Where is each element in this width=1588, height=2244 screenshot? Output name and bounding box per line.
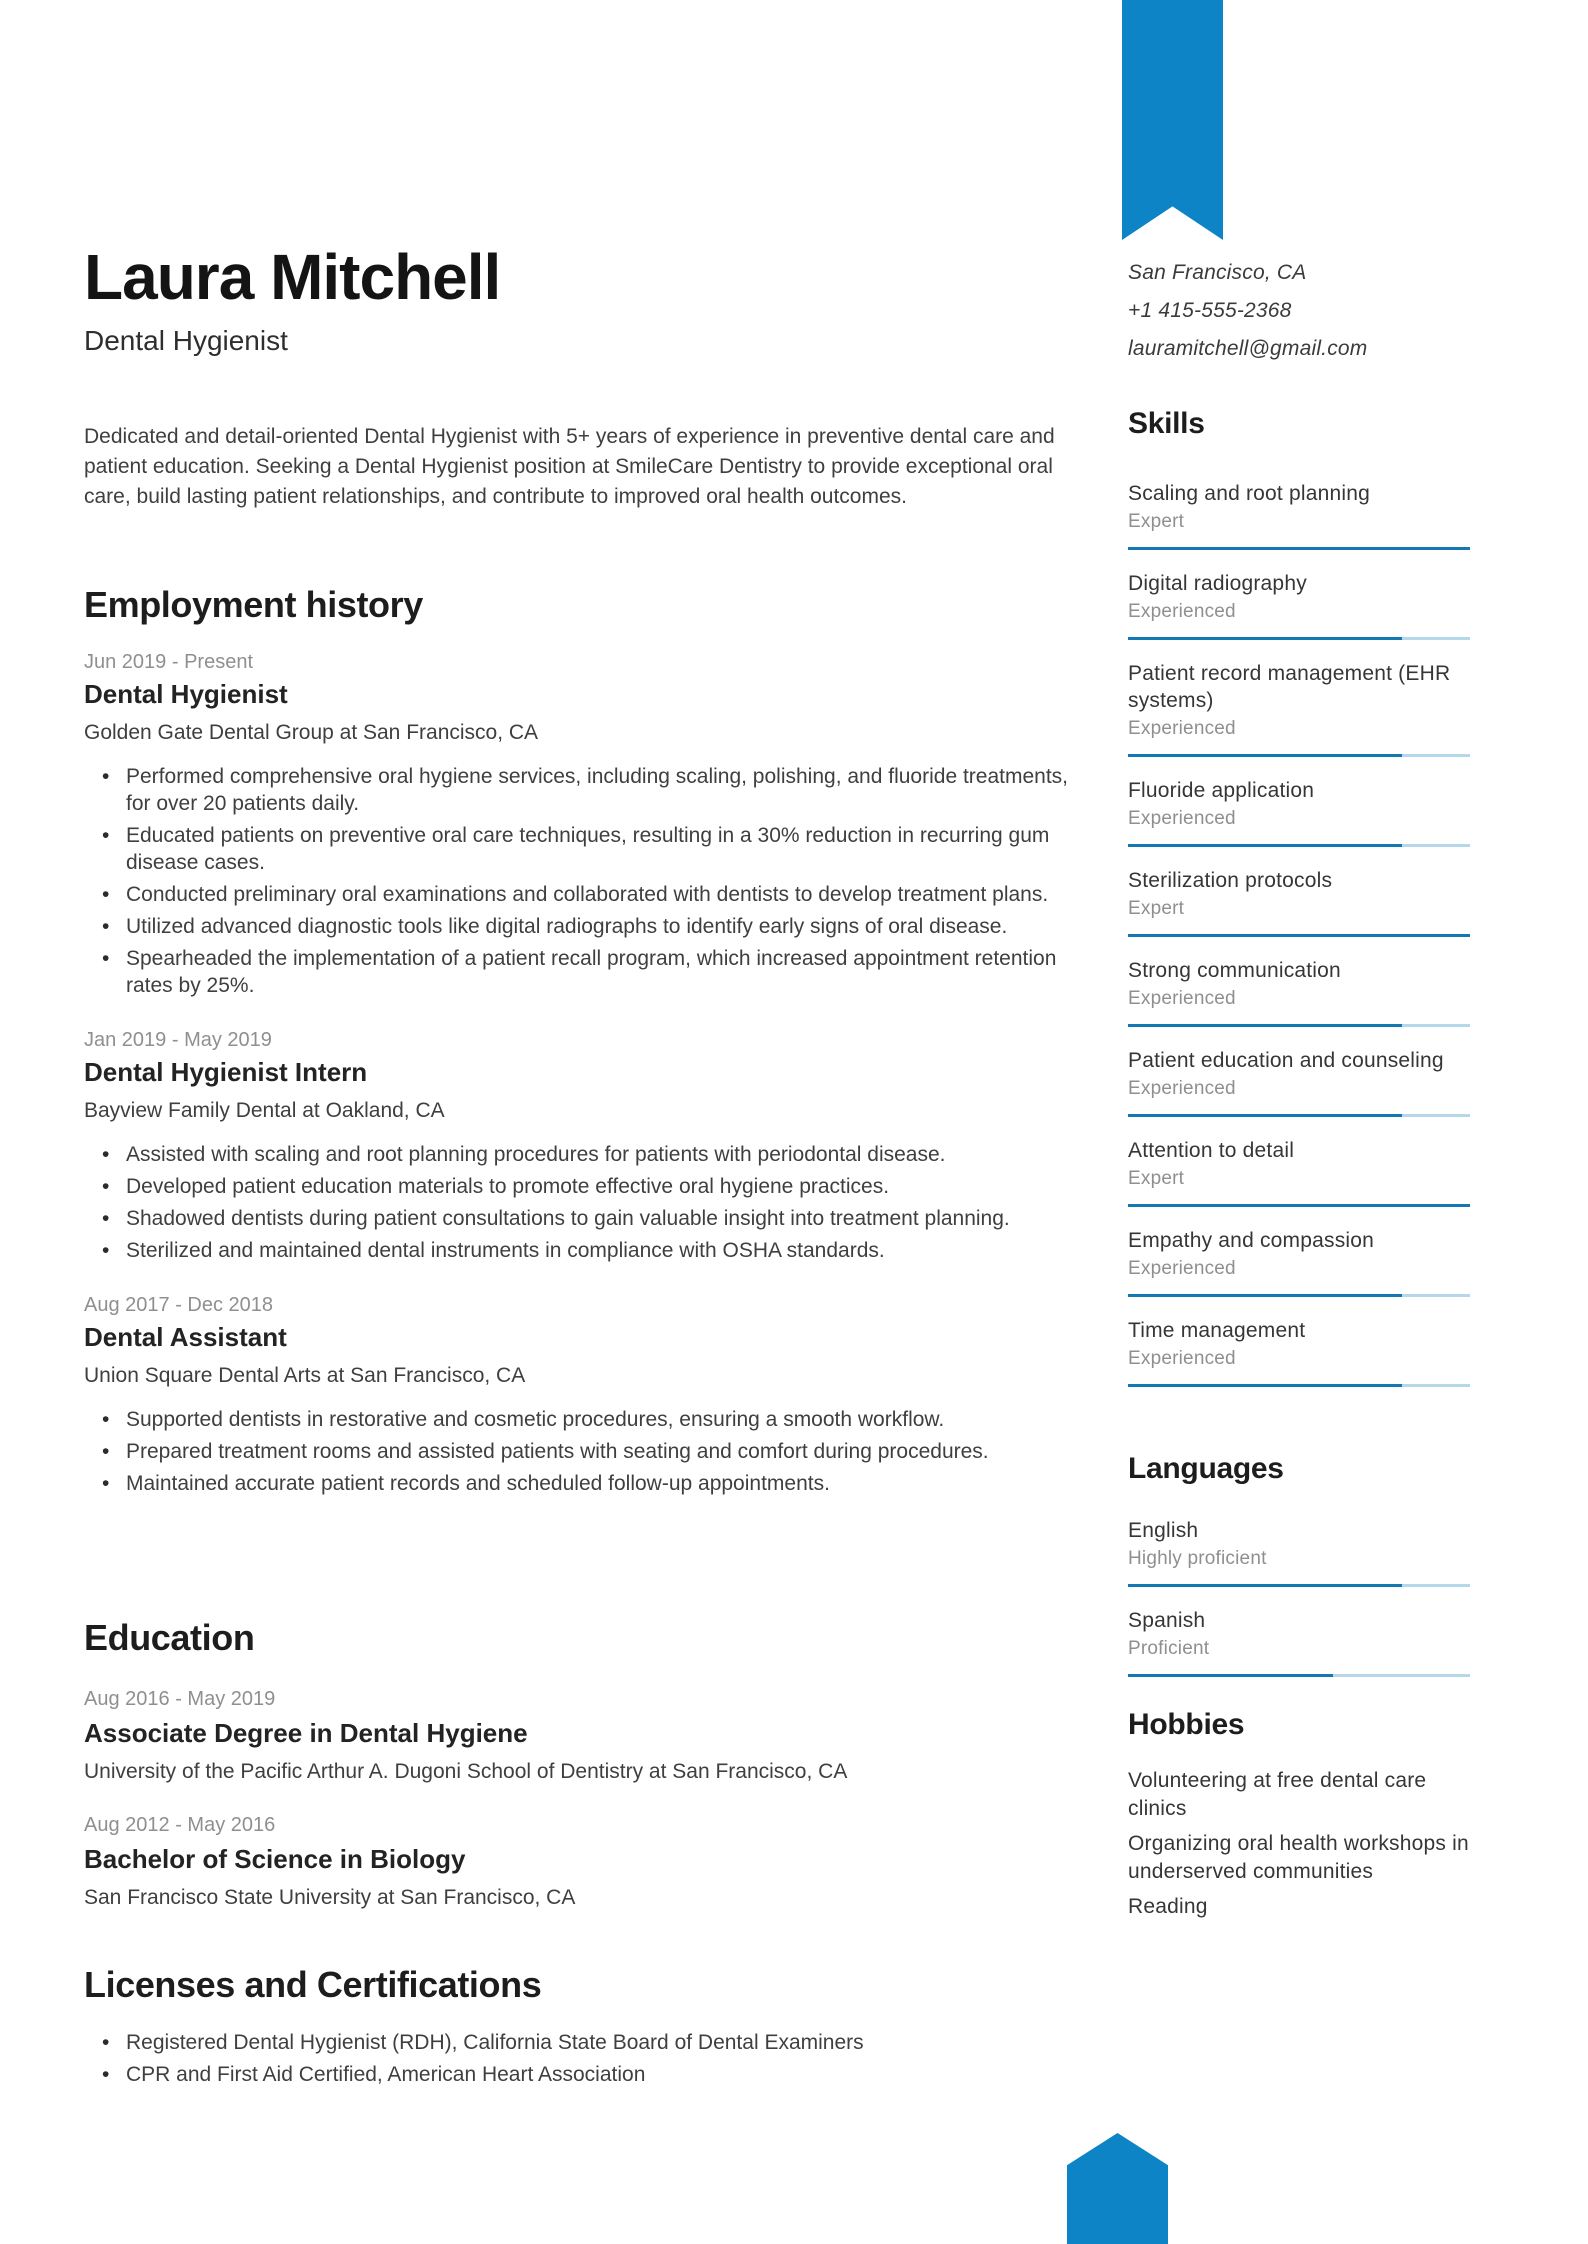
skill-item: [1128, 1047, 1470, 1117]
job-company: Bayview Family Dental at Oakland, CA: [84, 1099, 445, 1122]
job-title: Dental Assistant: [84, 1322, 287, 1352]
candidate-title: Dental Hygienist: [84, 325, 288, 356]
language-progress-fill: [1128, 1584, 1402, 1587]
skill-progress-bar: [1128, 844, 1470, 847]
education-entry: [84, 1686, 1089, 1786]
skills-list: [1128, 480, 1470, 1387]
education-entry: [84, 1812, 1089, 1912]
job-bullet: • Supported dentists in restorative and cosmetic procedures, ensuring a smooth workflow.: [84, 1406, 1089, 1433]
skill-progress-fill: [1128, 934, 1470, 937]
hobby-item: Volunteering at free dental care clinics: [1128, 1769, 1427, 1820]
job-bullet: • Developed patient education materials to promote effective oral hygiene practices.: [84, 1173, 1089, 1200]
contact-location: San Francisco, CA: [1128, 261, 1307, 284]
hobby-item: Organizing oral health workshops in underserved communities: [1128, 1832, 1469, 1883]
skill-level: Experienced: [1128, 601, 1236, 622]
skill-item: [1128, 1227, 1470, 1297]
skill-progress-fill: [1128, 844, 1402, 847]
job-entry: [84, 1292, 1089, 1497]
language-item: [1128, 1517, 1470, 1587]
skill-progress-bar: [1128, 547, 1470, 550]
skill-progress-fill: [1128, 1204, 1470, 1207]
education-section: [84, 1618, 1089, 1938]
skill-level: Expert: [1128, 1168, 1185, 1189]
job-bullet: • Assisted with scaling and root planning procedures for patients with periodontal disease.: [84, 1141, 1089, 1168]
skill-progress-bar: [1128, 754, 1470, 757]
licenses-heading: Licenses and Certifications: [84, 1964, 542, 2005]
skill-item: [1128, 777, 1470, 847]
skill-item: [1128, 570, 1470, 640]
job-bullet-list: [84, 1406, 1089, 1497]
job-company: Golden Gate Dental Group at San Francisco, CA: [84, 721, 539, 744]
language-progress-bar: [1128, 1674, 1470, 1677]
hobbies-list: [1128, 1767, 1470, 1921]
bottom-ribbon-icon: [1067, 2133, 1168, 2244]
job-bullet: • Utilized advanced diagnostic tools like digital radiographs to identify early signs of oral disease.: [84, 913, 1089, 940]
bookmark-ribbon-icon: [1122, 0, 1223, 240]
job-bullet: • Spearheaded the implementation of a patient recall program, which increased appointment retention rates by 25%.: [84, 945, 1089, 999]
skill-name: Time management: [1128, 1319, 1306, 1342]
skill-name: Scaling and root planning: [1128, 482, 1371, 505]
contact-info: [1128, 262, 1470, 359]
languages-heading: Languages: [1128, 1452, 1284, 1485]
skill-item: [1128, 867, 1470, 937]
job-bullet: • Shadowed dentists during patient consultations to gain valuable insight into treatment planning.: [84, 1205, 1089, 1232]
skill-progress-fill: [1128, 1294, 1402, 1297]
skill-name: Attention to detail: [1128, 1139, 1295, 1162]
skill-name: Strong communication: [1128, 959, 1341, 982]
job-dates: Jan 2019 - May 2019: [84, 1029, 272, 1051]
language-progress-bar: [1128, 1584, 1470, 1587]
employment-heading: Employment history: [84, 584, 423, 625]
education-dates: Aug 2016 - May 2019: [84, 1688, 276, 1710]
skill-progress-bar: [1128, 1114, 1470, 1117]
education-school: University of the Pacific Arthur A. Dugoni School of Dentistry at San Francisco, CA: [84, 1760, 848, 1783]
job-entry: [84, 649, 1089, 999]
job-bullet-list: [84, 1141, 1089, 1264]
skill-level: Experienced: [1128, 1078, 1236, 1099]
skill-level: Experienced: [1128, 1258, 1236, 1279]
licenses-section: [84, 1965, 1089, 2093]
skill-progress-fill: [1128, 1114, 1402, 1117]
job-bullet: • Maintained accurate patient records and scheduled follow-up appointments.: [84, 1470, 1089, 1497]
license-item: • CPR and First Aid Certified, American Heart Association: [84, 2061, 1089, 2088]
language-item: [1128, 1607, 1470, 1677]
education-heading: Education: [84, 1617, 255, 1658]
languages-list: [1128, 1517, 1470, 1677]
skill-item: [1128, 480, 1470, 550]
skill-level: Experienced: [1128, 718, 1236, 739]
education-degree: Associate Degree in Dental Hygiene: [84, 1718, 528, 1748]
skill-progress-fill: [1128, 754, 1402, 757]
contact-email: lauramitchell@gmail.com: [1128, 337, 1368, 360]
language-name: English: [1128, 1519, 1199, 1542]
education-dates: Aug 2012 - May 2016: [84, 1814, 276, 1836]
hobbies-heading: Hobbies: [1128, 1708, 1245, 1741]
skill-item: [1128, 1317, 1470, 1387]
skill-progress-fill: [1128, 547, 1470, 550]
skill-progress-fill: [1128, 637, 1402, 640]
skill-progress-fill: [1128, 1024, 1402, 1027]
skill-name: Fluoride application: [1128, 779, 1315, 802]
skill-level: Experienced: [1128, 808, 1236, 829]
skill-progress-bar: [1128, 934, 1470, 937]
skill-level: Experienced: [1128, 1348, 1236, 1369]
language-name: Spanish: [1128, 1609, 1206, 1632]
job-bullet-list: [84, 763, 1089, 999]
skills-heading: Skills: [1128, 407, 1205, 440]
skill-progress-bar: [1128, 1384, 1470, 1387]
candidate-name: Laura Mitchell: [84, 241, 501, 313]
skill-name: Empathy and compassion: [1128, 1229, 1375, 1252]
job-bullet: • Performed comprehensive oral hygiene services, including scaling, polishing, and fluoride treatments, for over 20 patients daily.: [84, 763, 1089, 817]
education-degree: Bachelor of Science in Biology: [84, 1844, 466, 1874]
skill-progress-bar: [1128, 637, 1470, 640]
skill-progress-fill: [1128, 1384, 1402, 1387]
skill-level: Expert: [1128, 511, 1185, 532]
license-item: • Registered Dental Hygienist (RDH), California State Board of Dental Examiners: [84, 2029, 1089, 2056]
job-bullet: • Prepared treatment rooms and assisted patients with seating and comfort during procedures.: [84, 1438, 1089, 1465]
licenses-list: [84, 2029, 1089, 2088]
employment-section: [84, 585, 1089, 1525]
skill-name: Digital radiography: [1128, 572, 1307, 595]
language-level: Highly proficient: [1128, 1548, 1267, 1569]
job-title: Dental Hygienist: [84, 679, 288, 709]
language-progress-fill: [1128, 1674, 1333, 1677]
skill-name: Sterilization protocols: [1128, 869, 1333, 892]
skill-item: [1128, 957, 1470, 1027]
header: [84, 241, 1084, 357]
job-bullet: • Educated patients on preventive oral care techniques, resulting in a 30% reduction in recurring gum disease cases.: [84, 822, 1089, 876]
education-school: San Francisco State University at San Francisco, CA: [84, 1886, 576, 1909]
job-title: Dental Hygienist Intern: [84, 1057, 368, 1087]
job-company: Union Square Dental Arts at San Francisco, CA: [84, 1364, 526, 1387]
skill-level: Experienced: [1128, 988, 1236, 1009]
skill-progress-bar: [1128, 1204, 1470, 1207]
job-bullet: • Conducted preliminary oral examinations and collaborated with dentists to develop treatment plans.: [84, 881, 1089, 908]
summary-section: [84, 422, 1084, 512]
skill-progress-bar: [1128, 1294, 1470, 1297]
hobby-item: Reading: [1128, 1895, 1208, 1918]
skill-progress-bar: [1128, 1024, 1470, 1027]
job-entry: [84, 1027, 1089, 1264]
job-dates: Aug 2017 - Dec 2018: [84, 1294, 274, 1316]
job-dates: Jun 2019 - Present: [84, 651, 253, 673]
skill-level: Expert: [1128, 898, 1185, 919]
skill-name: Patient education and counseling: [1128, 1049, 1444, 1072]
job-bullet: • Sterilized and maintained dental instruments in compliance with OSHA standards.: [84, 1237, 1089, 1264]
skill-item: [1128, 1137, 1470, 1207]
contact-phone: +1 415-555-2368: [1128, 299, 1292, 322]
summary-text: Dedicated and detail-oriented Dental Hygienist with 5+ years of experience in preventive dental care and patient education. Seeking a Dental Hygienist position at SmileCare Dentistry to provide exceptional oral care, build lasting patient relationships, and contribute to improved oral health outcomes.: [84, 425, 1055, 508]
sidebar: [1128, 262, 1470, 1929]
language-level: Proficient: [1128, 1638, 1210, 1659]
skill-item: [1128, 660, 1470, 757]
skill-name: Patient record management (EHR systems): [1128, 662, 1451, 712]
